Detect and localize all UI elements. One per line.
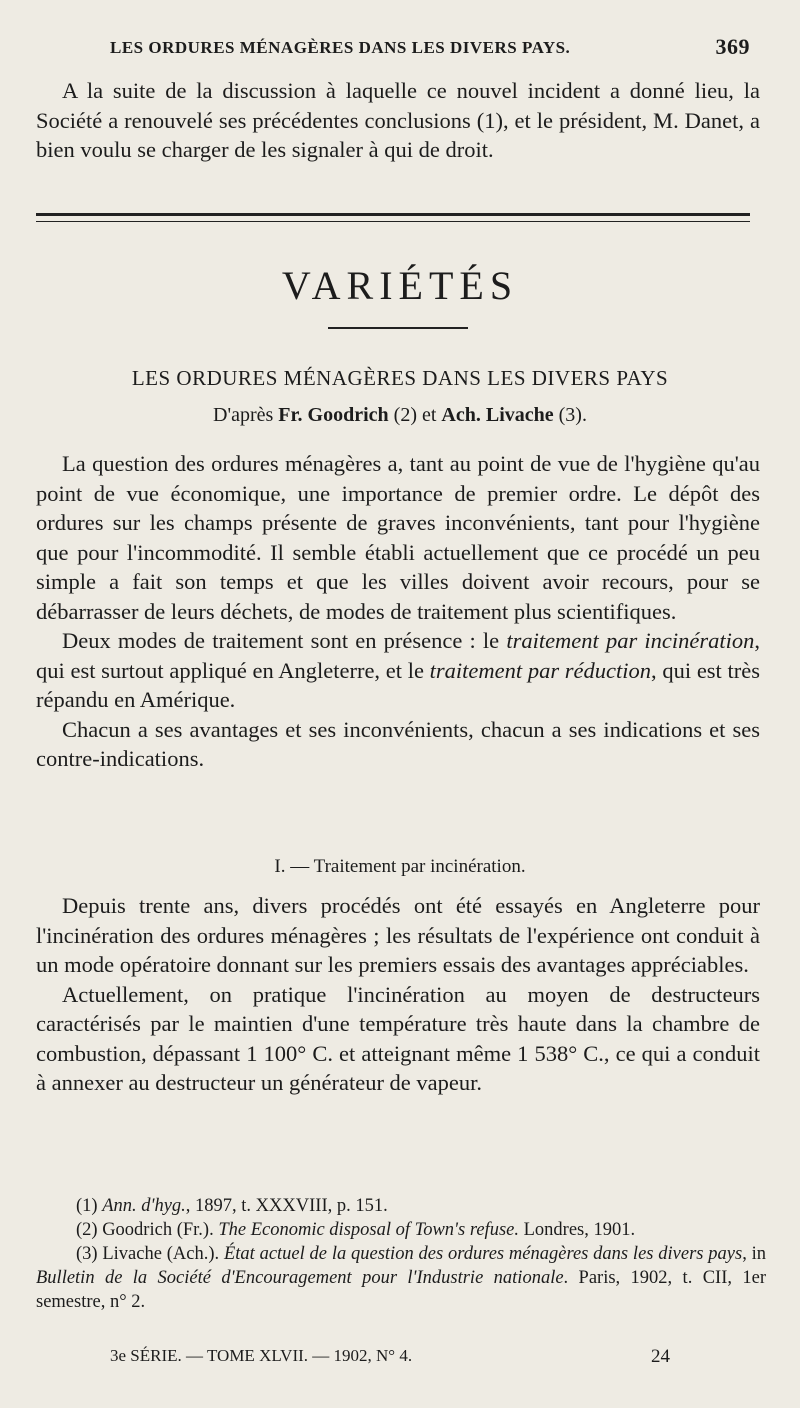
double-rule-divider bbox=[36, 213, 750, 222]
signature-mark: 24 bbox=[651, 1346, 670, 1367]
article-title: LES ORDURES MÉNAGÈRES DANS LES DIVERS PAYS bbox=[131, 366, 669, 390]
byline-author-2: Ach. Livache bbox=[441, 404, 554, 426]
section-heading: I. — Traitement par incinération. bbox=[274, 856, 526, 877]
paragraph-3: Chacun a ses avantages et ses inconvénients, chacun a ses indications et ses contre-indications. bbox=[36, 716, 760, 771]
paragraph-4: Depuis trente ans, divers procédés ont été essayés en Angleterre pour l'incinération des ordures ménagères ; les résultats de l'expérience ont conduit à un mode opératoire donnant sur les premiers essais des avantages appréciables. bbox=[36, 893, 760, 977]
byline bbox=[0, 404, 800, 427]
intro-block bbox=[36, 76, 760, 165]
running-head bbox=[110, 34, 750, 59]
page-footer bbox=[110, 1346, 670, 1366]
footnote-3: (3) Livache (Ach.). État actuel de la question des ordures ménagères dans les divers pays, in Bulletin de la Société d'Encouragement pour l'Industrie nationale. Paris, 1902, t. CII, 1er semestre, n° 2. bbox=[36, 1244, 767, 1312]
paragraph-2: Deux modes de traitement sont en présence : le traitement par incinération, qui est surtout appliqué en Angleterre, et le traitement par réduction, qui est très répandu en Amérique. bbox=[36, 628, 760, 712]
byline-ref-1: (2) bbox=[393, 404, 417, 426]
byline-ref-2: (3). bbox=[558, 404, 587, 426]
page-number: 369 bbox=[715, 34, 750, 59]
footnote-2: (2) Goodrich (Fr.). The Economic disposal of Town's refuse. Londres, 1901. bbox=[76, 1220, 636, 1240]
byline-conj: et bbox=[421, 404, 437, 426]
footer-series: 3e SÉRIE. — TOME XLVII. — 1902, N° 4. bbox=[110, 1346, 413, 1365]
paragraph-1: La question des ordures ménagères a, tant au point de vue de l'hygiène qu'au point de vue économique, une importance de premier ordre. Le dépôt des ordures sur les champs présente de graves inconvénients, tant pour l'hygiène que pour l'incommodité. Il semble établi actuellement que ce procédé un peu simple a fait son temps et que les villes doivent avoir recours, pour se débarrasser de leurs déchets, de modes de traitement plus scientifiques. bbox=[36, 451, 760, 624]
footnotes bbox=[36, 1194, 766, 1314]
paragraph-5: Actuellement, on pratique l'incinération au moyen de destructeurs caractérisés par le maintien d'une température très haute dans la chambre de combustion, dépassant 1 100° C. et atteignant même 1 538° C., ce qui a conduit à annexer au destructeur un générateur de vapeur. bbox=[36, 981, 760, 1095]
article-body-part-1 bbox=[36, 449, 760, 774]
running-head-title: LES ORDURES MÉNAGÈRES DANS LES DIVERS PAYS. bbox=[110, 38, 571, 57]
byline-author-1: Fr. Goodrich bbox=[278, 404, 389, 426]
title-underline bbox=[328, 327, 468, 329]
intro-paragraph: A la suite de la discussion à laquelle ce nouvel incident a donné lieu, la Société a renouvelé ses précédentes conclusions (1), et le président, M. Danet, a bien voulu se charger de les signaler à qui de droit. bbox=[36, 78, 760, 162]
section-title: VARIÉTÉS bbox=[281, 263, 519, 308]
byline-prefix: D'après bbox=[213, 404, 274, 426]
article-body-part-2 bbox=[36, 891, 760, 1098]
footnote-1: (1) Ann. d'hyg., 1897, t. XXXVIII, p. 151. bbox=[76, 1196, 388, 1216]
